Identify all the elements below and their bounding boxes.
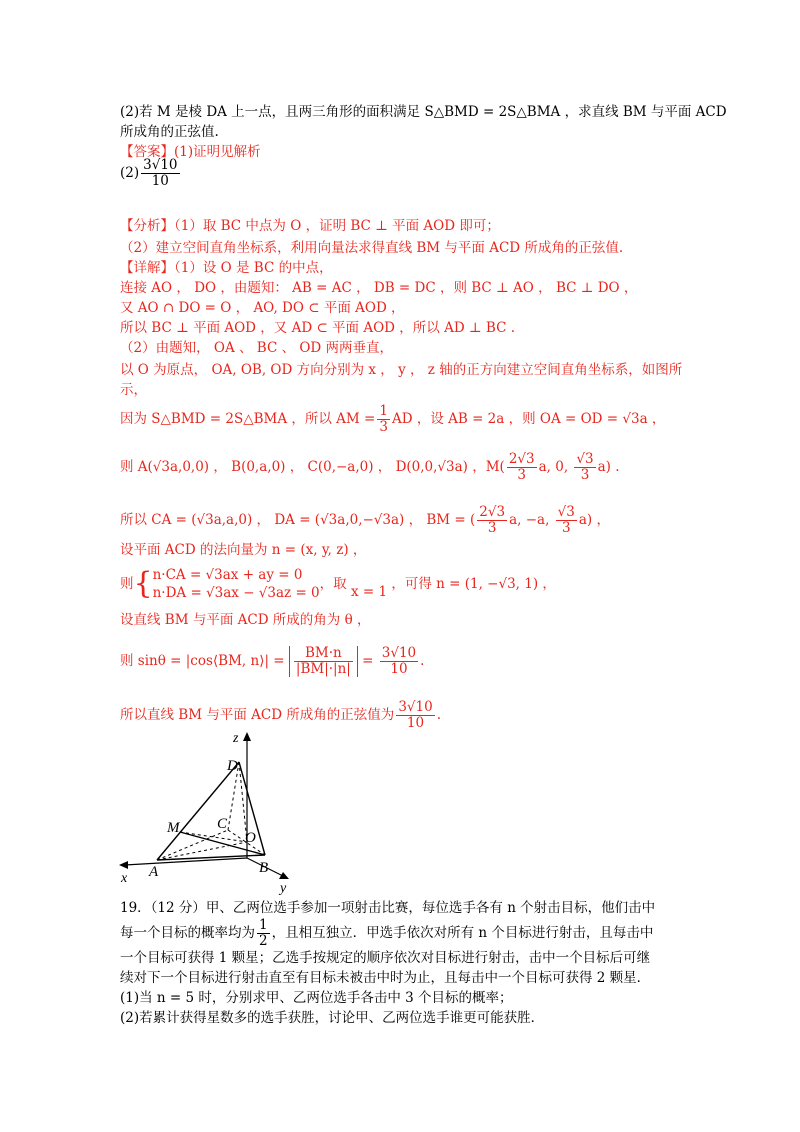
detail-line4: 所以 BC ⊥ 平面 AOD ，又 AD ⊂ 平面 AOD ，所以 AD ⊥ BC . [120, 320, 515, 336]
label-z: z [233, 731, 239, 746]
q19-line4: 续对下一个目标进行射击直至有目标未被击中时为止，且每击中一个目标可获得 2 颗星． [120, 970, 651, 986]
m-z-fraction [574, 452, 595, 483]
q19-line2 [120, 918, 653, 949]
analysis-line2: （2）建立空间直角坐标系，利用向量法求得直线 BM 与平面 ACD 所成角的正弦值. [120, 240, 624, 256]
analysis-line1: 【分析】（1）取 BC 中点为 O ，证明 BC ⊥ 平面 AOD 即可； [120, 218, 500, 234]
q19-line1: 19．（12 分）甲、乙两位选手参加一项射击比赛，每位选手各有 n 个射击目标，他们击中 [120, 900, 656, 916]
sin-result-fraction [380, 646, 418, 677]
label-o: O [245, 830, 256, 846]
frac-num: BM·n [294, 646, 353, 662]
answer-fraction [141, 158, 179, 189]
label-a: A [149, 864, 159, 880]
frac-den: 3 [517, 467, 527, 483]
detail-line8 [120, 404, 665, 435]
frac-num: 1 [259, 917, 268, 933]
detail-line9: 则 A(√3a,0,0) ， B(0,a,0) ， C(0,−a,0) ， D(0,0,√3a) ，M( $\frac{2√3}{3}$ a, 0, $\frac{√3}{3}$ a) . [120, 451, 620, 483]
q19-line6: (2)若累计获得星数多的选手获胜，讨论甲、乙两位选手谁更可能获胜． [120, 1010, 545, 1026]
frac-den: 3 [379, 419, 388, 435]
system-eq1: n·CA = √3ax + ay = 0 [152, 567, 303, 583]
frac-num: √3 [576, 451, 594, 467]
frac-num: 1 [379, 403, 388, 419]
frac-den: |BM|·|n| [295, 661, 351, 677]
answer-fraction-num: 3√10 [143, 157, 178, 173]
label-c: C [217, 816, 228, 832]
system-eq2: n·DA = √3ax − √3az = 0 [152, 585, 320, 601]
frac-num: 2√3 [479, 504, 506, 520]
q19-line2-a: 每一个目标的概率均为 [120, 925, 255, 941]
detail-line3: 又 AO ∩ DO = O ， AO, DO ⊂ 平面 AOD ， [120, 300, 405, 316]
label-d: D [227, 758, 238, 774]
y-axis-arrow [279, 872, 289, 879]
q2-statement-line1: (2)若 M 是棱 DA 上一点，且两三角形的面积满足 S△BMD = 2S△BMA ，求直线 BM 与平面 ACD [120, 104, 727, 120]
m-x-fraction [507, 452, 537, 483]
answer-part2 [120, 158, 182, 189]
detail-line8-fraction [377, 404, 390, 435]
frac-num: 3√10 [381, 645, 417, 661]
label-b: B [259, 860, 269, 876]
q2-statement-line2: 所成角的正弦值. [120, 124, 219, 140]
detail-line9-a: 则 A(√3a,0,0) ， B(0,a,0) ， C(0,−a,0) ， D(0,0,√3a) ，M [120, 459, 500, 475]
q19-fraction [257, 918, 270, 949]
q19-line5: (1)当 n = 5 时，分别求甲、乙两位选手各击中 3 个目标的概率； [120, 990, 513, 1006]
detail-line14-a: 则 sinθ = |cos⟨BM, n⟩| = [120, 653, 285, 669]
detail-line13: 设直线 BM 与平面 ACD 所成的角为 θ ， [120, 612, 371, 628]
tetrahedron-figure [115, 728, 305, 896]
answer-fraction-den: 10 [151, 173, 169, 189]
q19-line3: 一个目标可获得 1 颗星；乙选手按规定的顺序依次对目标进行射击，击中一个目标后可继 [120, 950, 651, 966]
label-y: y [280, 881, 287, 896]
detail-line11: 设平面 ACD 的法向量为 n = (x, y, z) ， [120, 542, 367, 558]
label-x: x [121, 871, 128, 886]
answer-part2-prefix: (2) [120, 165, 140, 181]
x-axis-arrow [119, 861, 128, 869]
detail-line12: 则{ n·CA = √3ax + ay = 0 n·DA = √3ax − √3az = 0 ，取 x = 1 ，可得 n = (1, −√3, 1) ， [120, 566, 556, 601]
frac-num: 2√3 [508, 451, 535, 467]
detail-line10: 所以 CA = (√3a,a,0) ， DA = (√3a,0,−√3a) ， BM = ( $\frac{2√3}{3}$ a, −a, $\frac{√3}{3}$ a) ， [120, 504, 610, 536]
detail-line14: 则 sinθ = |cos⟨BM, n⟩| = $\frac{BM\cdot n}{|BM|\cdot|n|}$ = $\frac{3√10}{10}$ . [120, 645, 425, 677]
take-label: ，取 [319, 576, 347, 592]
detail-line8-a: 因为 S△BMD = 2S△BMA ，所以 AM = [120, 411, 376, 427]
frac-den: 3 [580, 467, 590, 483]
frac-den: 3 [487, 520, 497, 536]
detail-line15-a: 所以直线 BM 与平面 ACD 所成角的正弦值为 [120, 707, 395, 723]
bm-z-fraction [556, 505, 577, 536]
detail-line7: 示， [120, 382, 147, 398]
bm-x-fraction [477, 505, 507, 536]
z-axis-arrow [243, 732, 251, 741]
normal-result: ，可得 n = (1, −√3, 1) ， [391, 576, 556, 592]
frac-num: 3√10 [398, 699, 433, 715]
detail-line8-b: AD ，设 AB = 2a ，则 OA = OD = √3a ， [391, 411, 666, 427]
final-fraction [396, 700, 434, 731]
detail-line5: （2）由题知， OA 、 BC 、 OD 两两垂直， [120, 340, 394, 356]
frac-den: 10 [406, 715, 425, 731]
frac-den: 2 [259, 933, 268, 949]
take-x: x = 1 [350, 584, 388, 600]
label-m: M [167, 820, 180, 836]
q19-line2-b: ，且相互独立．甲选手依次对所有 n 个目标进行射击，且每击中 [271, 925, 654, 941]
answer-label: 【答案】(1)证明见解析 [120, 144, 261, 160]
sin-fraction [294, 646, 353, 677]
detail-line6: 以 O 为原点， OA, OB, OD 方向分别为 x ， y ， z 轴的正方向建立空间直角坐标系，如图所 [120, 362, 683, 378]
detail-line2: 连接 AO ， DO ，由题知： AB = AC ， DB = DC ，则 BC ⊥ AO ， BC ⊥ DO ， [120, 280, 638, 296]
detail-line10-a: 所以 CA = (√3a,a,0) ， DA = (√3a,0,−√3a) ， BM = [120, 512, 466, 528]
detail-line15: 所以直线 BM 与平面 ACD 所成角的正弦值为 $\frac{3√10}{10}$ . [120, 699, 441, 731]
frac-num: √3 [557, 504, 575, 520]
frac-den: 10 [390, 661, 408, 677]
frac-den: 3 [561, 520, 571, 536]
detail-line1: 【详解】（1）设 O 是 BC 的中点， [120, 260, 333, 276]
